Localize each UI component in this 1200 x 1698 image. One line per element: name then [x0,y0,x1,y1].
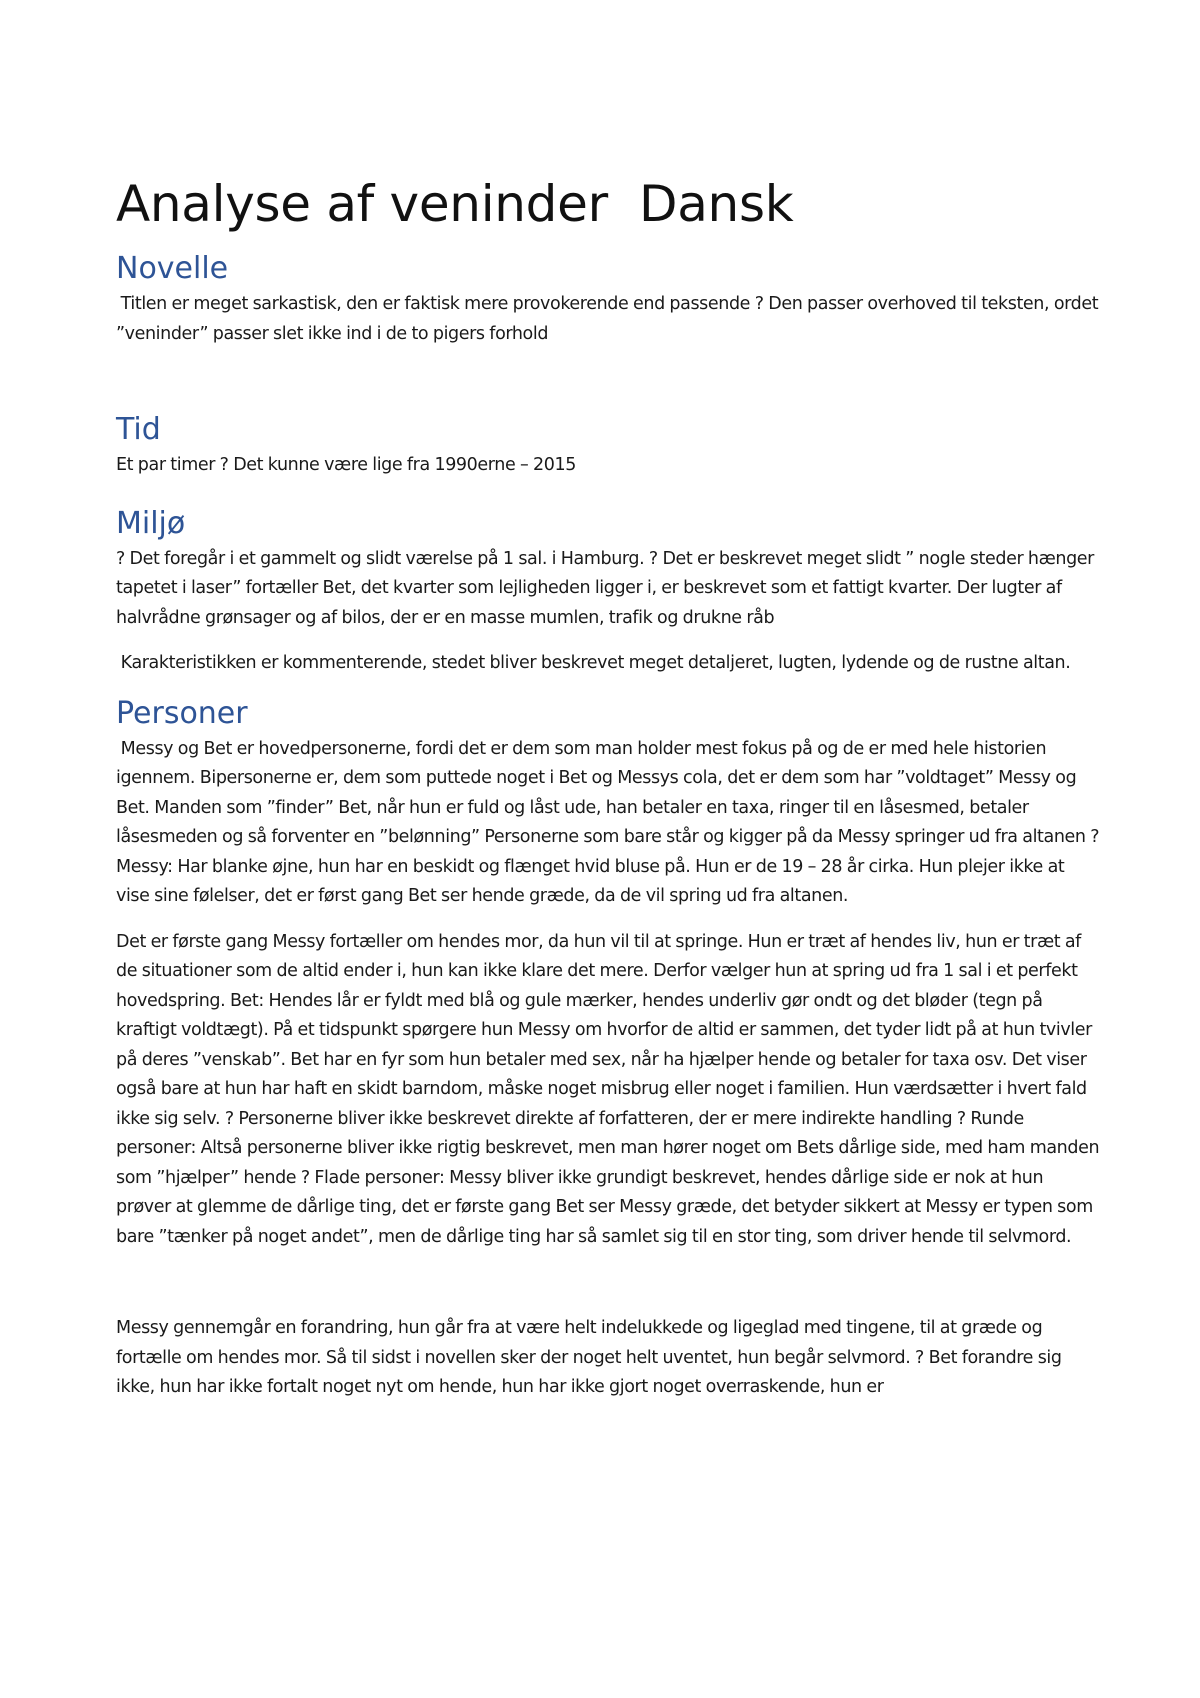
spacer [116,1252,1101,1314]
document-body [116,172,1104,1403]
spacer [116,481,1101,505]
document-title: Analyse af veninder Dansk [116,175,794,233]
paragraph-miljo-1: ? Det foregår i et gammelt og slidt værelse på 1 sal. i Hamburg. ? Det er beskrevet meget slidt ” nogle steder hænger tapetet i laser” fortæller Bet, det kvarter som lejligheden ligger i, er beskrevet som et fattigt kvarter. Der lugter af halvrådne grønsager og af bilos, der er en masse mumlen, trafik og drukne råb [116,548,1094,628]
paragraph-novelle-1: Titlen er meget sarkastisk, den er faktisk mere provokerende end passende ? Den passer overhoved til teksten, ordet ”veninder” passer slet ikke ind i de to pigers forhold [116,294,1103,344]
heading-personer: Personer [116,695,248,731]
paragraph-miljo-2: Karakteristikken er kommenterende, stedet bliver beskrevet meget detaljeret, lugten, lydende og de rustne altan. [116,653,1071,673]
spacer [116,633,1101,649]
heading-novelle: Novelle [116,251,229,286]
spacer [116,679,1101,695]
paragraph-personer-3: Messy gennemgår en forandring, hun går fra at være helt indelukkede og ligeglad med tingene, til at græde og fortælle om hendes mor. Så til sidst i novellen sker der noget helt uventet, hun begår selvmord. ? Bet forandre sig ikke, hun har ikke fortalt noget nyt om hende, hun har ikke gjort noget overraskende, hun er [116,1318,1062,1397]
heading-tid: Tid [116,412,161,447]
paragraph-personer-2: Det er første gang Messy fortæller om hendes mor, da hun vil til at springe. Hun er træt af hendes liv, hun er træt af de situationer som de altid ender i, hun kan ikke klare det mere. Derfor vælger hun at spring ud fra 1 sal i et perfekt hovedspring. Bet: Hendes lår er fyldt med blå og gule mærker, hendes underliv gør ondt og det bløder (tegn på kraftigt voldtægt). På et tidspunkt spørgere hun Messy om hvorfor de altid er sammen, det tyder lidt på at hun tvivler på deres ”venskab”. Bet har en fyr som hun betaler med sex, når ha hjælper hende og betaler for taxa osv. Det viser også bare at hun har haft en skidt barndom, måske noget misbrug eller noget i familien. Hun værdsætter i hvert fald ikke sig selv. ? Personerne bliver ikke beskrevet direkte af forfatteren, der er mere indirekte handling ? Runde personer: Altså personerne bliver ikke rigtig beskrevet, men man hører noget om Bets dårlige side, med ham manden som ”hjælper” hende ? Flade personer: Messy bliver ikke grundigt beskrevet, hendes dårlige side er nok at hun prøver at glemme de dårlige ting, det er første gang Bet ser Messy græde, det betyder sikkert at Messy er typen som bare ”tænker på noget andet”, men de dårlige ting har så samlet sig til en stor ting, som driver hende til selvmord. [116,931,1100,1247]
spacer [116,349,1101,411]
heading-miljo: Miljø [116,505,186,541]
paragraph-tid-1: Et par timer ? Det kunne være lige fra 1990erne – 2015 [116,455,576,475]
paragraph-personer-1: Messy og Bet er hovedpersonerne, fordi det er dem som man holder mest fokus på og de er med hele historien igennem. Bipersonerne er, dem som puttede noget i Bet og Messys cola, det er dem som har ”voldtaget” Messy og Bet. Manden som ”finder” Bet, når hun er fuld og låst ude, han betaler en taxa, ringer til en låsesmed, betaler låsesmeden og så forventer en ”belønning” Personerne som bare står og kigger på da Messy springer ud fra altanen ? Messy: Har blanke øjne, hun har en beskidt og flænget hvid bluse på. Hun er de 19 – 28 år cirka. Hun plejer ikke at vise sine følelser, det er først gang Bet ser hende græde, da de vil spring ud fra altanen. [116,738,1104,906]
spacer [116,912,1101,928]
